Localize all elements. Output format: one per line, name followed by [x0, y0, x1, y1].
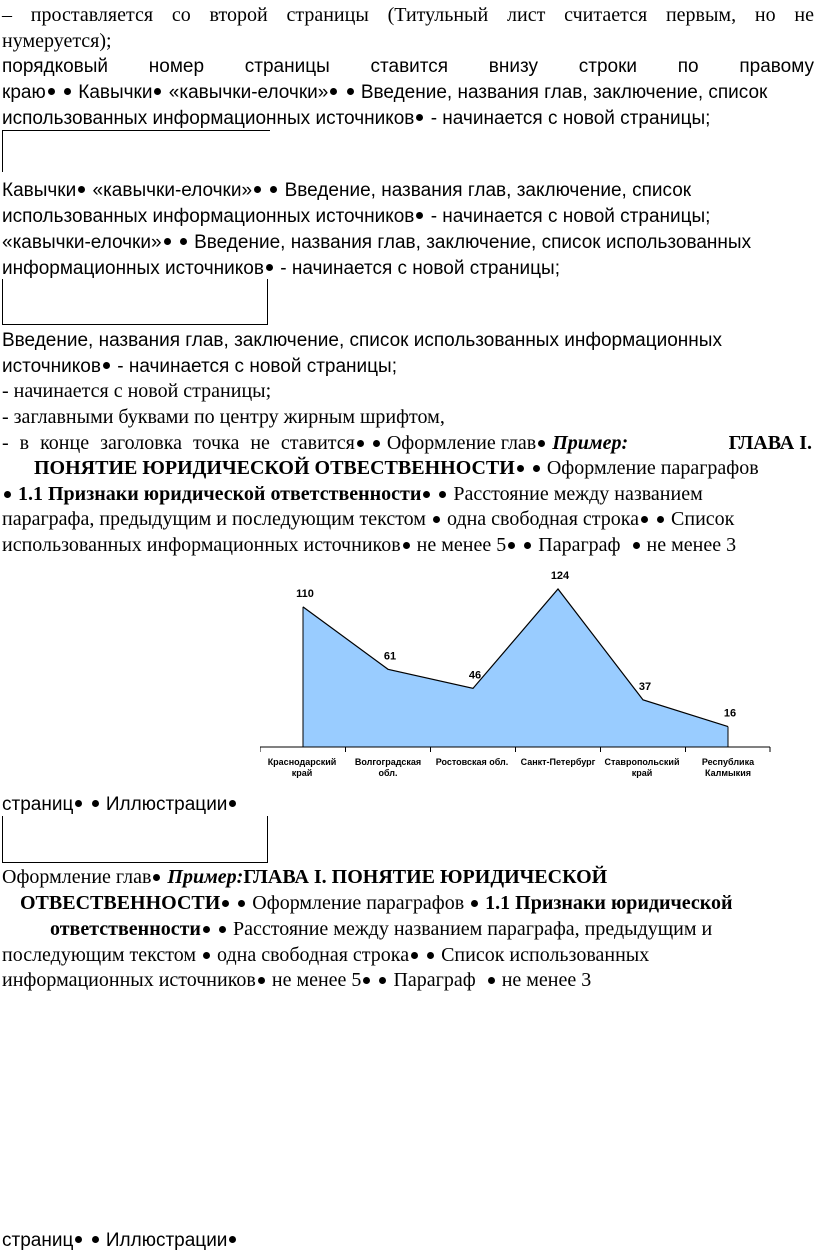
- bullet-icon: [64, 88, 71, 95]
- text-line: Кавычки «кавычки-елочки» Введение, названия глав, заключение, список: [2, 180, 692, 201]
- bullet-icon: [357, 440, 364, 447]
- text-line: ПОНЯТИЕ ЮРИДИЧЕСКОЙ ОТВЕСТВЕННОСТИ Оформление параграфов: [34, 457, 759, 479]
- category-label: Ростовская обл.: [435, 757, 509, 767]
- bullet-icon: [222, 900, 229, 907]
- bullet-icon: [266, 264, 273, 271]
- text-line: источников - начинается с новой страницы;: [2, 356, 397, 377]
- category-label: Калмыкия: [705, 768, 751, 778]
- text-line: использованных информационных источников - начинается с новой страницы;: [2, 108, 711, 129]
- bullet-icon: [75, 1236, 82, 1243]
- bullet-icon: [471, 900, 478, 907]
- data-label: 124: [550, 570, 570, 582]
- area-chart: [260, 565, 780, 785]
- bullet-icon: [641, 516, 648, 523]
- category-label: Волгоградская: [354, 757, 422, 767]
- text-line: - в конце заголовка точка не ставится Оформление глав Пример: ГЛАВА I.: [2, 432, 812, 454]
- bullet-icon: [153, 874, 160, 881]
- bullet-icon: [347, 88, 354, 95]
- bracket-line: [267, 279, 268, 325]
- bracket-line: [2, 862, 268, 863]
- bullet-icon: [423, 491, 430, 498]
- bullet-icon: [164, 238, 171, 245]
- bullet-icon: [229, 800, 236, 807]
- text-line: Введение, названия глав, заключение, список использованных информационных: [2, 330, 722, 351]
- text-line: информационных источников - начинается с новой страницы;: [2, 258, 560, 279]
- text-line: страниц Иллюстрации: [2, 1228, 814, 1254]
- bracket-line: [2, 279, 3, 325]
- text-line: информационных источников не менее 5 Параграф не менее 3: [2, 969, 592, 991]
- text-line: «кавычки-елочки» Введение, названия глав, заключение, список использованных: [2, 232, 752, 253]
- bullet-icon: [180, 238, 187, 245]
- data-label: 46: [468, 669, 482, 682]
- bullet-icon: [254, 186, 261, 193]
- data-label: 61: [383, 650, 397, 663]
- text-line: нумеруется);: [2, 30, 112, 52]
- text-line: ответственности Расстояние между названием параграфа, предыдущим и: [50, 918, 713, 940]
- bullet-icon: [363, 977, 370, 984]
- category-label: обл.: [378, 768, 398, 778]
- bullet-icon: [103, 362, 110, 369]
- text-line: – проставляется со второй страницы (Титульный лист считается первым, но не: [2, 4, 814, 26]
- bracket-line: [2, 324, 268, 325]
- category-label: край: [631, 768, 653, 778]
- bracket-line: [2, 130, 3, 172]
- text-line: - начинается с новой страницы;: [2, 380, 272, 402]
- category-label: Республика: [701, 757, 755, 767]
- bullet-icon: [416, 212, 423, 219]
- bullet-icon: [238, 900, 245, 907]
- bullet-icon: [373, 440, 380, 447]
- bullet-icon: [92, 1236, 99, 1243]
- text-line: порядковый номер страницы ставится внизу строки по правому: [2, 56, 814, 77]
- category-label: край: [291, 768, 313, 778]
- bullet-icon: [439, 491, 446, 498]
- data-label: 110: [296, 587, 314, 600]
- bullet-icon: [229, 1236, 236, 1243]
- text-line: краю Кавычки «кавычки-елочки» Введение, названия глав, заключение, список: [2, 82, 768, 103]
- bullet-icon: [258, 977, 265, 984]
- text-line: ОТВЕСТВЕННОСТИ Оформление параграфов 1.1 Признаки юридической: [20, 892, 733, 914]
- data-label: 37: [638, 680, 652, 693]
- bullet-icon: [524, 542, 531, 549]
- text-line: страниц Иллюстрации: [2, 792, 814, 818]
- text-line: использованных информационных источников не менее 5 Параграф не менее 3: [2, 534, 737, 556]
- text-line: использованных информационных источников - начинается с новой страницы;: [2, 206, 711, 227]
- bullet-icon: [75, 800, 82, 807]
- text-line: последующим текстом одна свободная строка Список использованных: [2, 944, 650, 966]
- bullet-icon: [78, 186, 85, 193]
- bullet-icon: [411, 952, 418, 959]
- bullet-icon: [657, 516, 664, 523]
- bullet-icon: [330, 88, 337, 95]
- bracket-line: [2, 816, 3, 863]
- bullet-icon: [203, 926, 210, 933]
- bullet-icon: [48, 88, 55, 95]
- bullet-icon: [427, 952, 434, 959]
- bullet-icon: [433, 516, 440, 523]
- text-line: параграфа, предыдущим и последующим текстом одна свободная строка Список: [2, 508, 735, 530]
- bullet-icon: [270, 186, 277, 193]
- bullet-icon: [508, 542, 515, 549]
- bullet-icon: [517, 465, 524, 472]
- bullet-icon: [533, 465, 540, 472]
- bullet-icon: [633, 542, 640, 549]
- bullet-icon: [538, 440, 545, 447]
- bullet-icon: [488, 977, 495, 984]
- bullet-icon: [403, 542, 410, 549]
- bullet-icon: [379, 977, 386, 984]
- text-line: - заглавными буквами по центру жирным шрифтом,: [2, 406, 445, 428]
- data-label: 16: [723, 707, 737, 720]
- area-fill: [303, 589, 728, 747]
- category-label: Краснодарский: [267, 757, 337, 767]
- bullet-icon: [154, 88, 161, 95]
- bracket-line: [2, 130, 270, 131]
- bracket-line: [267, 816, 268, 863]
- category-label: Санкт-Петербург: [520, 757, 596, 767]
- category-label: Ставропольский: [604, 757, 680, 767]
- bullet-icon: [219, 926, 226, 933]
- text-line: 1.1 Признаки юридической ответственности Расстояние между названием: [2, 481, 814, 507]
- bullet-icon: [92, 800, 99, 807]
- bullet-icon: [4, 491, 11, 498]
- bullet-icon: [203, 952, 210, 959]
- bullet-icon: [416, 114, 423, 121]
- text-line: Оформление глав Пример:ГЛАВА I. ПОНЯТИЕ ЮРИДИЧЕСКОЙ: [2, 866, 608, 888]
